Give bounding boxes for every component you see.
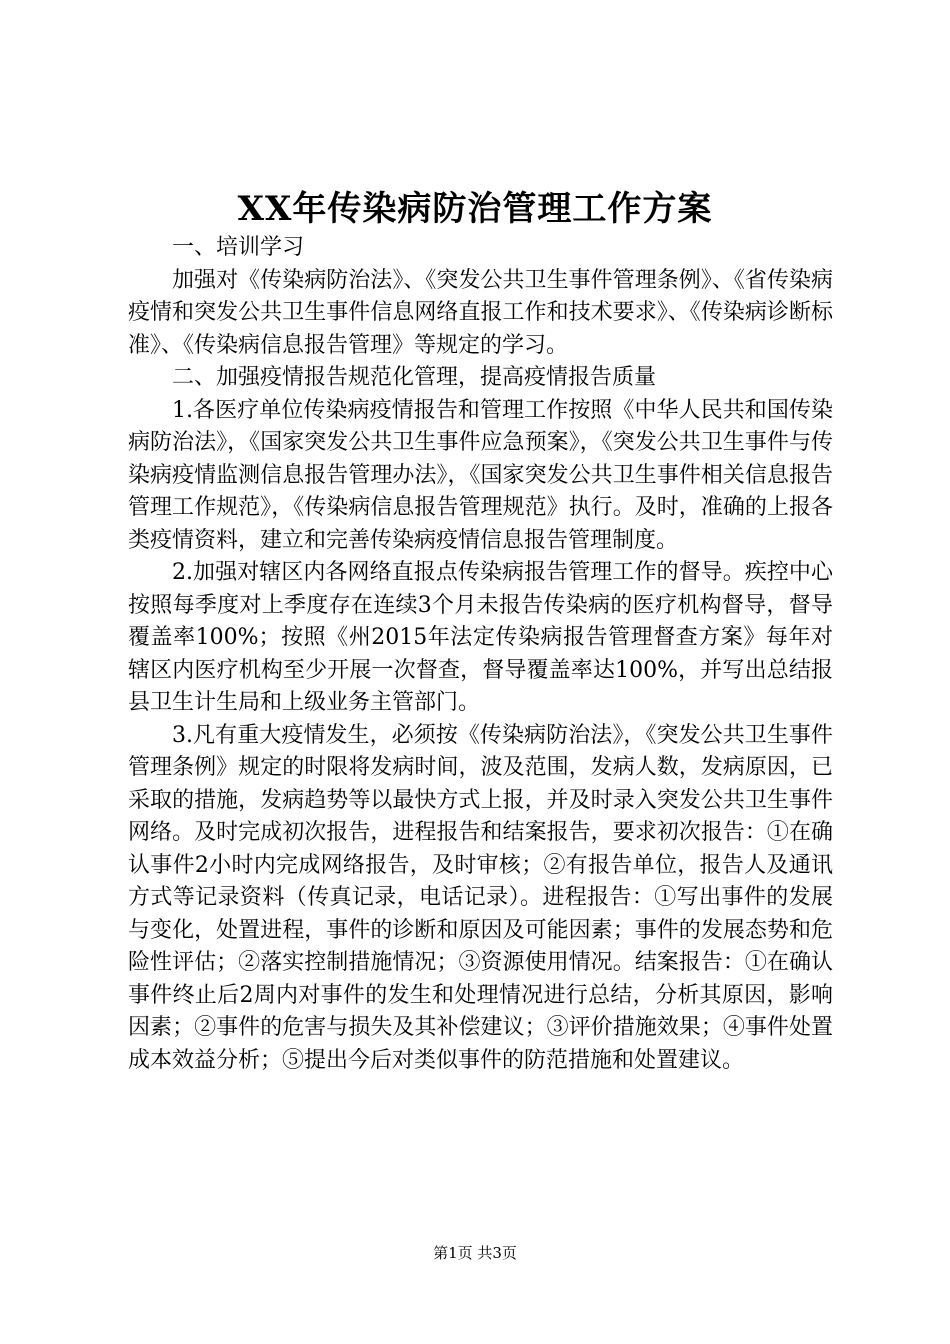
section-heading-report-management: 二、加强疫情报告规范化管理，提高疫情报告质量	[172, 365, 657, 390]
paragraph-item-2: 2.加强对辖区内各网络直报点传染病报告管理工作的督导。疾控中心按照每季度对上季度存在连续3个月未报告传染病的医疗机构督导，督导覆盖率100%；按照《州2015年法定传染病报告管理督查方案》每年对辖区内医疗机构至少开展一次督查，督导覆盖率达100%，并写出总结报县卫生计生局和上级业务主管部门。	[128, 560, 833, 715]
paragraph-item-3: 3.凡有重大疫情发生，必须按《传染病防治法》，《突发公共卫生事件管理条例》规定的时限将发病时间，波及范围，发病人数，发病原因，已采取的措施，发病趋势等以最快方式上报，并及时录入突发公共卫生事件网络。及时完成初次报告，进程报告和结案报告，要求初次报告：①在确认事件2小时内完成网络报告，及时审核；②有报告单位，报告人及通讯方式等记录资料（传真记录，电话记录）。进程报告：①写出事件的发展与变化，处置进程，事件的诊断和原因及可能因素；事件的发展态势和危险性评估；②落实控制措施情况；③资源使用情况。结案报告：①在确认事件终止后2周内对事件的发生和处理情况进行总结，分析其原因，影响因素；②事件的危害与损失及其补偿建议；③评价措施效果；④事件处置成本效益分析；⑤提出今后对类似事件的防范措施和处置建议。	[128, 722, 833, 1073]
page-footer: 第1页 共3页	[433, 1244, 517, 1262]
document-title: XX年传染病防治管理工作方案	[237, 189, 713, 229]
paragraph-training-content: 加强对《传染病防治法》、《突发公共卫生事件管理条例》、《省传染病疫情和突发公共卫生事件信息网络直报工作和技术要求》、《传染病诊断标准》、《传染病信息报告管理》等规定的学习。	[128, 267, 833, 358]
section-heading-training: 一、培训学习	[172, 235, 305, 260]
document-body	[128, 232, 833, 1077]
paragraph-item-1: 1.各医疗单位传染病疫情报告和管理工作按照《中华人民共和国传染病防治法》，《国家突发公共卫生事件应急预案》，《突发公共卫生事件与传染病疫情监测信息报告管理办法》，《国家突发公共卫生事件相关信息报告管理工作规范》，《传染病信息报告管理规范》执行。及时，准确的上报各类疫情资料，建立和完善传染病疫情信息报告管理制度。	[128, 397, 833, 553]
